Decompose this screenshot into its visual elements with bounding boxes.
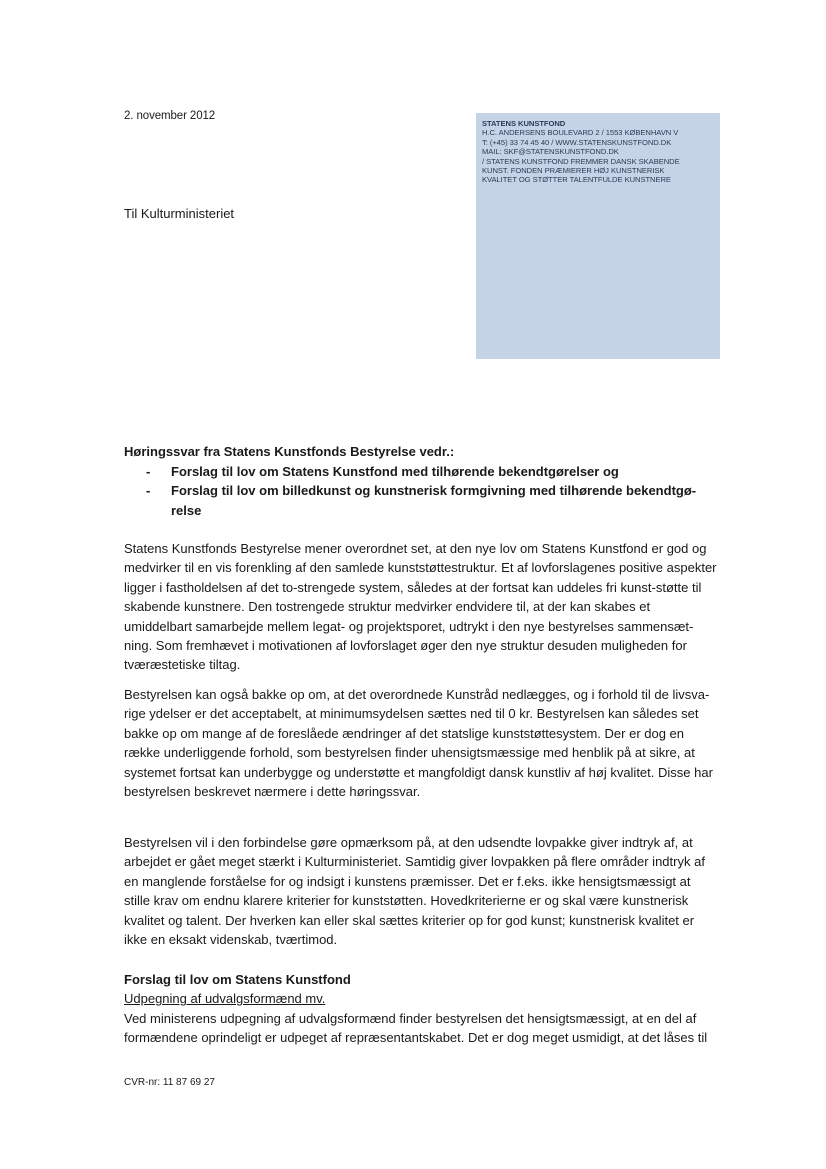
paragraph-2: Bestyrelsen kan også bakke op om, at det overordnede Kunstråd nedlægges, og i forhold til de livsva-rige ydelser er det acceptabelt, at minimumsydelsen sættes ned til 0 kr. Bestyrelsen kan således set bakke op om mange af de foreslåede ændringer af det statslige kunststøttesystem. Der er dog en række underliggende forhold, som bestyrelsen finder uhensigtsmæssige med henblik på at sikre, at systemet fortsat kan underbygge og understøtte et mangfoldigt dansk kunstliv af høj kvalitet. Disse har bestyrelsen beskrevet nærmere i dette høringssvar. (124, 687, 713, 800)
letterhead-mail: MAIL: SKF@STATENSKUNSTFOND.DK (482, 147, 619, 157)
paragraph-3: Bestyrelsen vil i den forbindelse gøre opmærksom på, at den udsendte lovpakke giver indtryk af, at arbejdet er gået meget stærkt i Kulturministeriet. Samtidig giver lovpakken på flere områder indtryk af en manglende forståelse for og indsigt i kunstens præmisser. Det er f.eks. ikke hensigtsmæssigt at stille krav om endnu klarere kriterier for kunststøtten. Hovedkriterierne er og skal være kunstnerisk kvalitet og talent. Der hverken kan eller skal sættes kriterier op for god kunst; kunstnerisk kvalitet er ikke en eksakt videnskab, tværtimod. (124, 835, 705, 948)
list-dash: - (146, 463, 151, 479)
subject-item-text: Forslag til lov om Statens Kunstfond med tilhørende bekendtgørelser og (171, 463, 619, 479)
letterhead-tagline-1: / STATENS KUNSTFOND FREMMER DANSK SKABENDE (482, 156, 680, 166)
section-law-proposal (124, 970, 720, 1048)
letterhead-address: H.C. ANDERSENS BOULEVARD 2 / 1553 KØBENHAVN V (482, 128, 679, 138)
subject-block (124, 442, 724, 520)
letterhead-tagline-3: KVALITET OG STØTTER TALENTFULDE KUNSTNERE (482, 175, 671, 185)
subject-list (124, 462, 724, 521)
list-dash: - (146, 483, 151, 498)
letterhead-tagline-2: KUNST. FONDEN PRÆMIERER HØJ KUNSTNERISK (482, 166, 665, 176)
subject-item (124, 481, 724, 520)
letter-date: 2. november 2012 (124, 110, 216, 122)
letterhead-box (476, 113, 720, 359)
letterhead-phone-web: T: (+45) 33 74 45 40 / WWW.STATENSKUNSTFOND.DK (482, 137, 672, 147)
section-subtitle: Udpegning af udvalgsformænd mv. (124, 991, 326, 1007)
subject-heading: Høringssvar fra Statens Kunstfonds Bestyrelse vedr.: (124, 444, 455, 459)
footer-cvr: CVR-nr: 11 87 69 27 (124, 1077, 215, 1088)
subject-item-text: Forslag til lov om billedkunst og kunstnerisk formgivning med tilhørende bekendtgø-relse (171, 483, 697, 518)
letterhead-organization: STATENS KUNSTFOND (482, 119, 566, 128)
recipient: Til Kulturministeriet (124, 206, 235, 221)
paragraph-1: Statens Kunstfonds Bestyrelse mener overordnet set, at den nye lov om Statens Kunstfond er god og medvirker til en vis forenkling af den samlede kunststøttestruktur. Et af lovforslagenes positive aspekter ligger i fastholdelsen af det to-strengede system, således at der fortsat kan uddeles fri kunst-støtte til skabende kunstnere. Den tostrengede struktur medvirker endvidere til, at der kan skabes et umiddelbart samarbejde mellem legat- og projektsporet, udtrykt i den nye bestyrelses sammensæt-ning. Som fremhævet i motivationen af lovforslaget øger den nye struktur desuden muligheden for tværæstetiske tiltag. (124, 541, 717, 673)
subject-item (124, 462, 724, 482)
section-title: Forslag til lov om Statens Kunstfond (124, 972, 351, 987)
section-text: Ved ministerens udpegning af udvalgsformænd finder bestyrelsen det hensigtsmæssigt, at en del af formændene oprindeligt er udpeget af repræsentantskabet. Det er dog meget usmidigt, at det låses til (124, 1010, 708, 1046)
